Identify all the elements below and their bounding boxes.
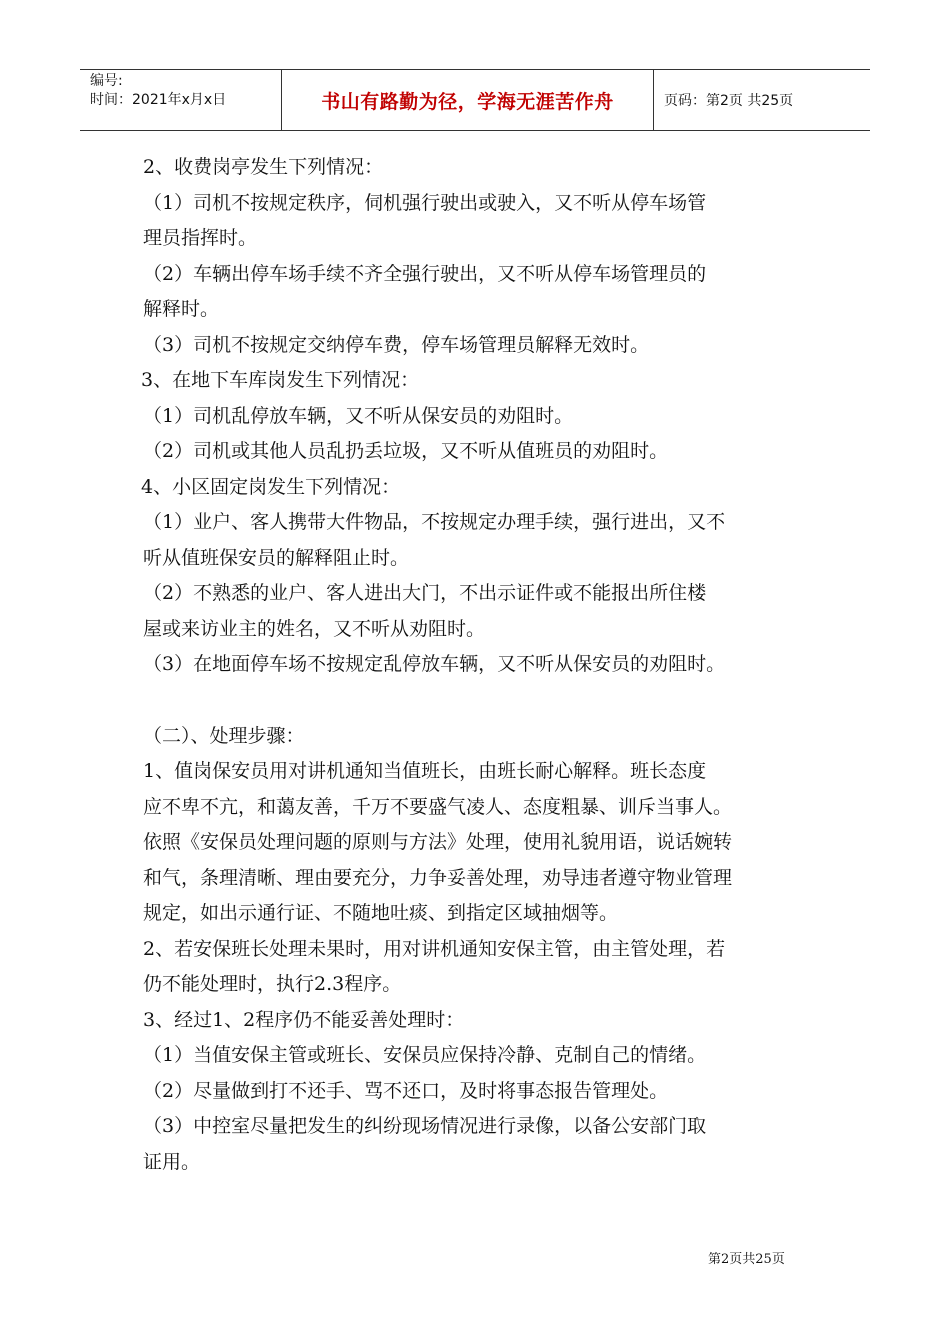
section-heading: 3、在地下车库岗发生下列情况：	[141, 369, 420, 391]
text-line: （3）司机不按规定交纳停车费，停车场管理员解释无效时。	[143, 333, 650, 356]
text-line: 听从值班保安员的解释阻止时。	[143, 546, 410, 569]
paragraph-gap	[143, 683, 823, 719]
text-line: （2）司机或其他人员乱扔丢垃圾，又不听从值班员的劝阻时。	[143, 440, 669, 462]
text-line: 理员指挥时。	[143, 227, 258, 249]
text-line: 解释时。	[143, 298, 220, 320]
text-line: （2）不熟悉的业户、客人进出大门，不出示证件或不能报出所住楼	[143, 582, 707, 604]
text-line: （2）尽量做到打不还手、骂不还口，及时将事态报告管理处。	[143, 1079, 669, 1102]
text-line: （2）车辆出停车场手续不齐全强行驶出，又不听从停车场管理员的	[143, 262, 707, 285]
header-page-number: 页码：第2页 共25页	[664, 93, 794, 109]
text-line: 应不卑不亢，和蔼友善，千万不要盛气凌人、态度粗暴、训斥当事人。	[143, 795, 733, 818]
text-line: 1、值岗保安员用对讲机通知当值班长，由班长耐心解释。班长态度	[143, 760, 707, 782]
text-line: 依照《安保员处理问题的原则与方法》处理，使用礼貌用语，说话婉转	[143, 831, 733, 853]
page-header	[80, 69, 870, 131]
text-line: （1）当值安保主管或班长、安保员应保持冷静、克制自己的情绪。	[143, 1044, 707, 1066]
header-motto: 书山有路勤为径，学海无涯苦作舟	[282, 70, 654, 130]
text-line: 规定，如出示通行证、不随地吐痰、到指定区域抽烟等。	[143, 902, 619, 924]
document-body	[143, 150, 823, 1180]
text-line: 和气，条理清晰、理由要充分，力争妥善处理，劝导违者遵守物业管理	[143, 866, 733, 889]
text-line: （1）司机不按规定秩序，伺机强行驶出或驶入，又不听从停车场管	[143, 191, 707, 214]
page-footer: 第2页共25页	[708, 1252, 785, 1267]
text-line: 2、收费岗亭发生下列情况：	[143, 156, 384, 178]
text-line: （3）中控室尽量把发生的纠纷现场情况进行录像，以备公安部门取	[143, 1115, 707, 1137]
text-line: 屋或来访业主的姓名，又不听从劝阻时。	[143, 617, 486, 640]
doc-time-label: 时间：2021年x月x日	[90, 92, 227, 108]
section-heading: 3、经过1、2程序仍不能妥善处理时：	[143, 1008, 465, 1031]
text-line: （1）司机乱停放车辆，又不听从保安员的劝阻时。	[143, 404, 574, 427]
text-line: 2、若安保班长处理未果时，用对讲机通知安保主管，由主管处理，若	[143, 937, 726, 960]
header-info	[80, 70, 282, 130]
text-line: （3）在地面停车场不按规定乱停放车辆，又不听从保安员的劝阻时。	[143, 653, 726, 675]
text-line: 证用。	[143, 1150, 201, 1173]
text-line: 仍不能处理时，执行2.3程序。	[143, 973, 402, 995]
doc-number-label: 编号:	[90, 73, 123, 89]
section-heading: （二）、处理步骤：	[143, 724, 305, 747]
text-line: （1）业户、客人携带大件物品，不按规定办理手续，强行进出，又不	[143, 511, 726, 533]
section-heading: 4、小区固定岗发生下列情况：	[141, 475, 401, 498]
